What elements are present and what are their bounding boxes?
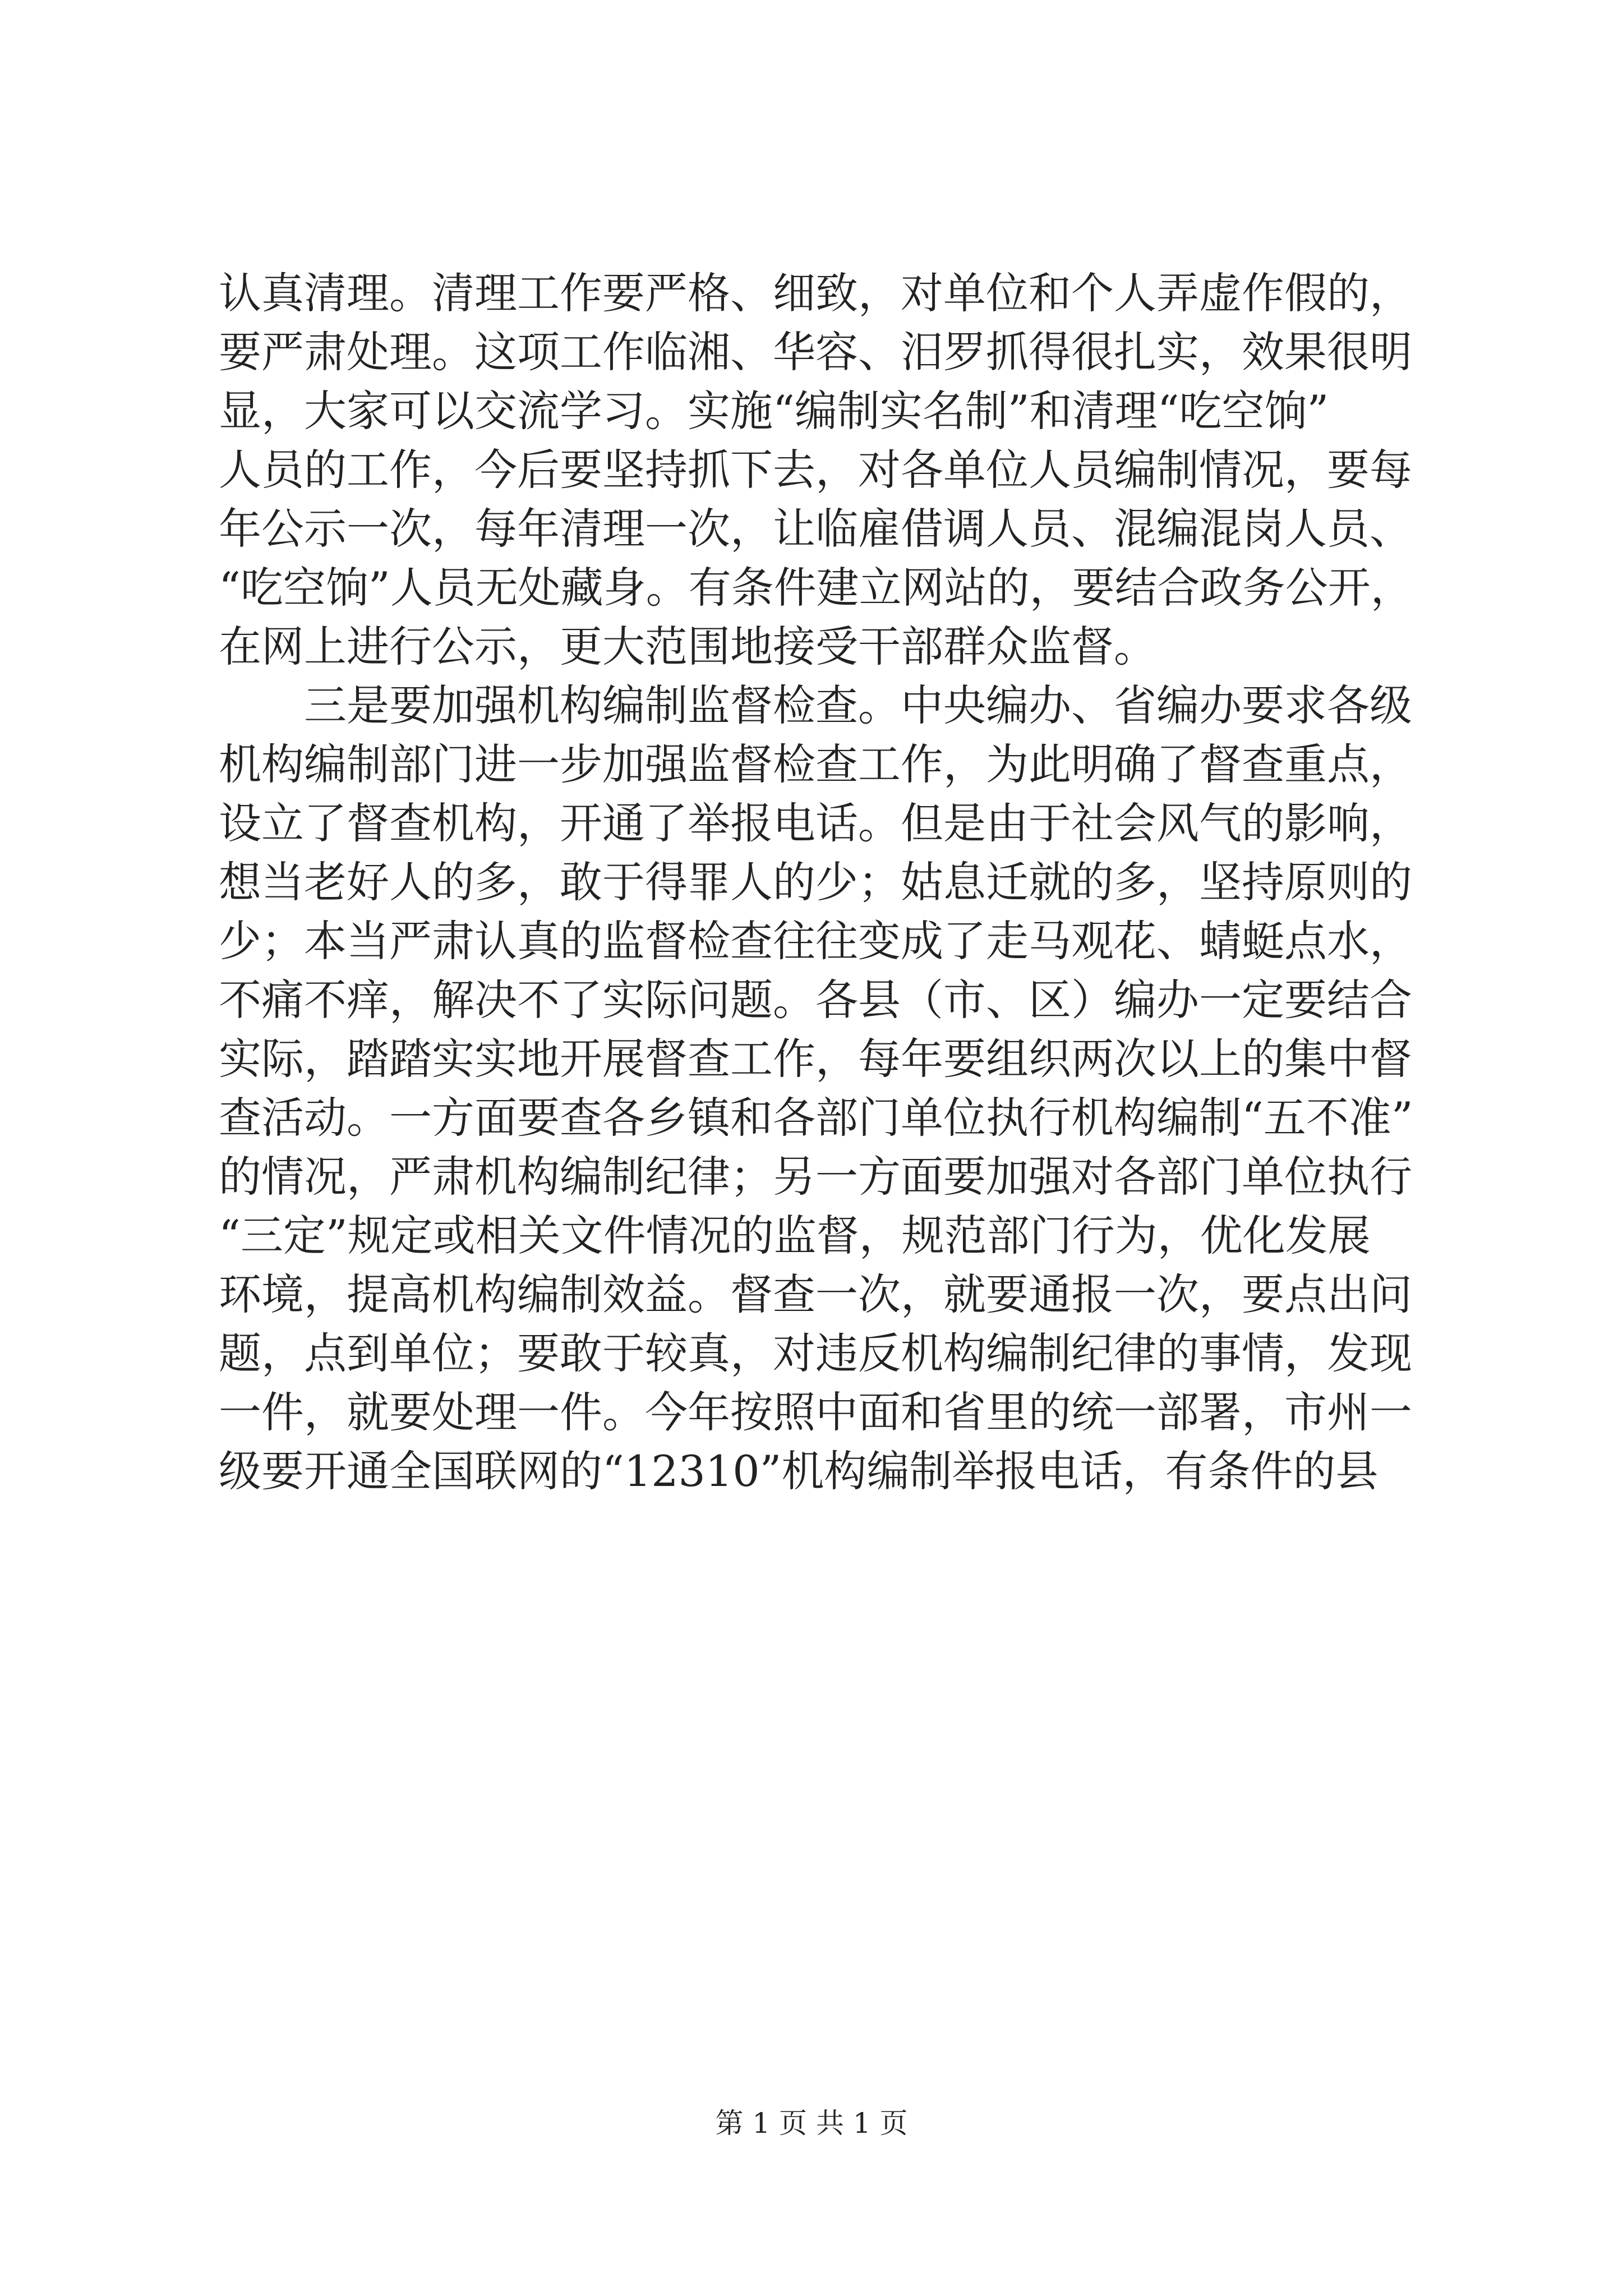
text-line-4: 人员的工作，今后要坚持抓下去，对各单位人员编制情况，要每 [219,445,1412,495]
text-line-2: 要严肃处理。这项工作临湘、华容、汨罗抓得很扎实，效果很明 [219,327,1412,377]
text-line-13: 不痛不痒，解决不了实际问题。各县（市、区）编办一定要结合 [219,975,1412,1025]
text-line-9: 机构编制部门进一步加强监督检查工作，为此明确了督查重点， [219,739,1412,789]
text-line-20: 一件，就要处理一件。今年按照中面和省里的统一部署，市州一 [219,1387,1412,1437]
text-line-1: 认真清理。清理工作要严格、细致，对单位和个人弄虚作假的， [219,268,1412,318]
document-body [219,264,1447,1501]
paragraph-start-line: 三是要加强机构编制监督检查。中央编办、省编办要求各级 [304,680,1412,730]
text-line-11: 想当老好人的多，敢于得罪人的少；姑息迁就的多，坚持原则的 [219,857,1412,907]
text-line-14: 实际，踏踏实实地开展督查工作，每年要组织两次以上的集中督 [219,1034,1412,1084]
text-line-12: 少；本当严肃认真的监督检查往往变成了走马观花、蜻蜓点水， [219,916,1412,966]
text-line-18: 环境，提高机构编制效益。督查一次，就要通报一次，要点出问 [219,1269,1412,1319]
page-number-label: 第 1 页 共 1 页 [715,2107,908,2139]
text-line-6: “吃空饷”人员无处藏身。有条件建立网站的，要结合政务公开， [219,563,1413,613]
text-line-10: 设立了督查机构，开通了举报电话。但是由于社会风气的影响， [219,798,1412,848]
text-line-15: 查活动。一方面要查各乡镇和各部门单位执行机构编制“五不准” [219,1093,1413,1143]
text-line-3: 显，大家可以交流学习。实施“编制实名制”和清理“吃空饷” [219,386,1329,436]
text-line-21: 级要开通全国联网的“12310”机构编制举报电话，有条件的县 [219,1446,1378,1496]
page-footer [0,2101,1623,2141]
text-line-5: 年公示一次，每年清理一次，让临雇借调人员、混编混岗人员、 [219,504,1412,554]
text-line-17: “三定”规定或相关文件情况的监督，规范部门行为，优化发展 [219,1211,1371,1260]
text-line-16: 的情况，严肃机构编制纪律；另一方面要加强对各部门单位执行 [219,1152,1412,1202]
text-line-19: 题，点到单位；要敢于较真，对违反机构编制纪律的事情，发现 [219,1328,1412,1378]
text-line-7: 在网上进行公示，更大范围地接受干部群众监督。 [219,622,1156,671]
